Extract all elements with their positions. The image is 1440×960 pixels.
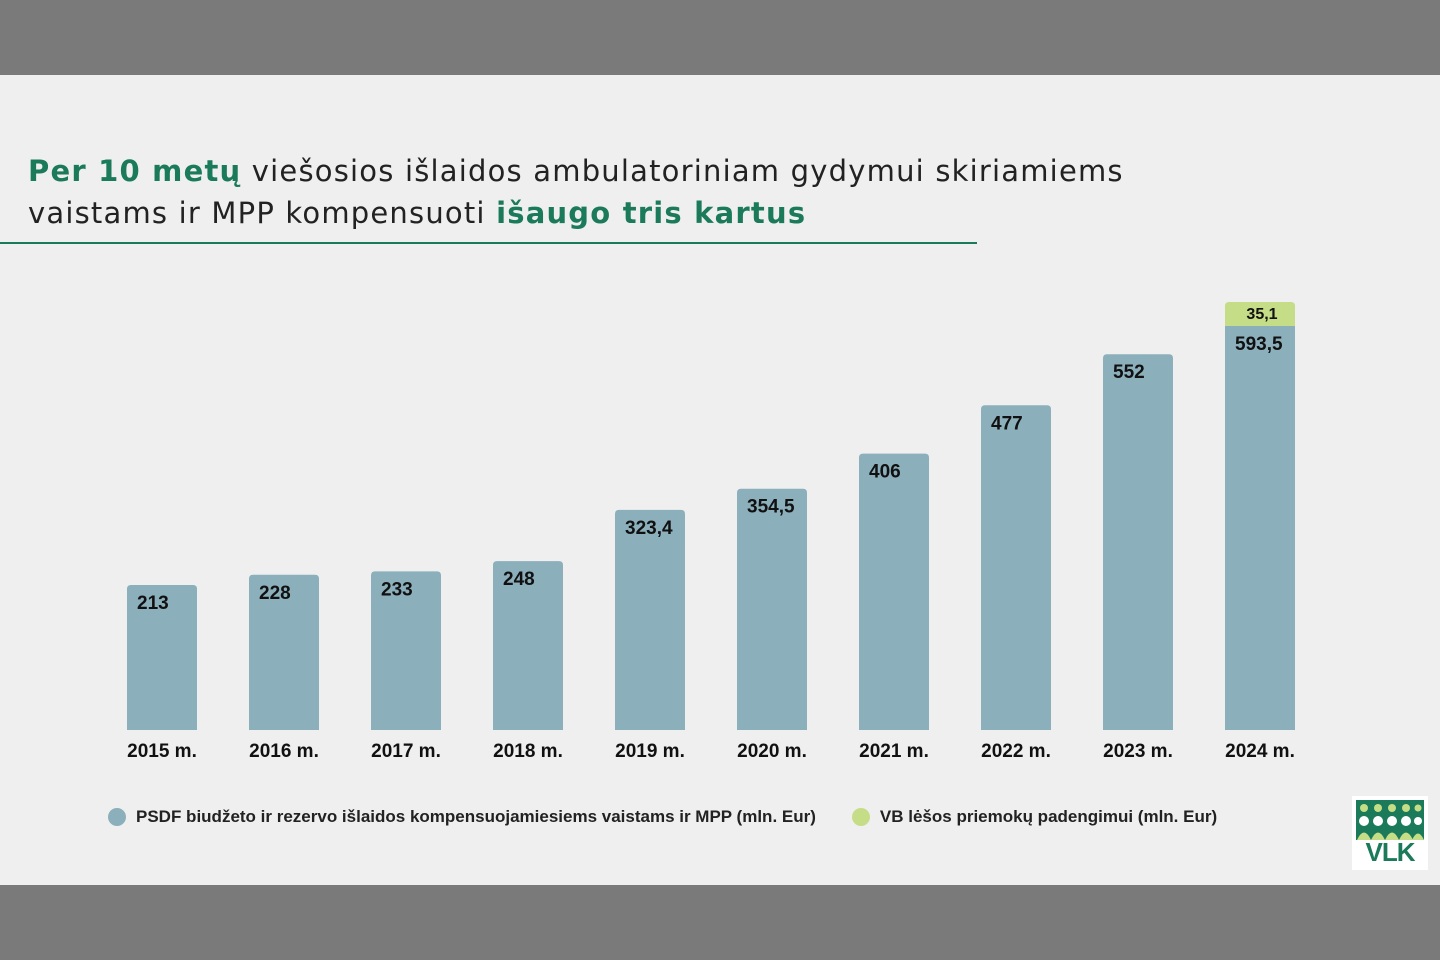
- logo-people-icon: [1352, 796, 1428, 842]
- bar-psdf-9: [1225, 326, 1295, 730]
- bar-label-psdf-2: 233: [381, 579, 413, 601]
- x-tick-label-2: 2017 m.: [371, 741, 441, 762]
- bar-psdf-7: [981, 405, 1051, 730]
- x-tick-label-5: 2020 m.: [737, 741, 807, 762]
- legend-item-vb: [852, 807, 1217, 827]
- bar-label-psdf-9: 593,5: [1235, 334, 1283, 355]
- legend-swatch-psdf: [108, 808, 126, 826]
- legend-item-psdf: [108, 807, 816, 827]
- bar-label-psdf-6: 406: [869, 461, 901, 483]
- bar-label-psdf-4: 323,4: [625, 517, 673, 539]
- bar-label-vb-9: 35,1: [1246, 306, 1278, 323]
- legend-label-vb: VB lėšos priemokų padengimui (mln. Eur): [879, 807, 1218, 826]
- chart-legend: [108, 806, 1253, 828]
- bar-label-psdf-8: 552: [1113, 362, 1145, 384]
- bar-label-psdf-1: 228: [259, 582, 291, 604]
- x-tick-label-0: 2015 m.: [127, 741, 197, 762]
- x-tick-label-1: 2016 m.: [249, 741, 319, 762]
- x-tick-label-4: 2019 m.: [615, 741, 685, 762]
- x-tick-label-7: 2022 m.: [981, 741, 1051, 762]
- bar-label-psdf-7: 477: [991, 413, 1023, 435]
- x-tick-label-9: 2024 m.: [1225, 741, 1295, 762]
- bar-label-psdf-5: 354,5: [747, 496, 795, 518]
- bar-psdf-4: [615, 510, 685, 730]
- bar-psdf-5: [737, 489, 807, 730]
- title-text-2: vaistams ir MPP kompensuoti: [28, 196, 497, 230]
- title-text-1: viešosios išlaidos ambulatoriniam gydymui skiriamiems: [241, 154, 1124, 188]
- x-tick-label-3: 2018 m.: [493, 741, 563, 762]
- legend-swatch-vb: [852, 808, 870, 826]
- bar-psdf-8: [1103, 354, 1173, 730]
- bar-label-psdf-0: 213: [137, 593, 169, 615]
- x-tick-label-6: 2021 m.: [859, 741, 929, 762]
- title-highlight-2: išaugo tris kartus: [496, 196, 807, 230]
- title-highlight-1: Per 10 metų: [28, 154, 242, 188]
- x-tick-label-8: 2023 m.: [1103, 741, 1173, 762]
- bar-psdf-6: [859, 454, 929, 730]
- legend-label-psdf: PSDF biudžeto ir rezervo išlaidos kompensuojamiesiems vaistams ir MPP (mln. Eur): [136, 807, 816, 826]
- logo-text: VLK: [1365, 837, 1415, 867]
- vlk-logo: [1352, 796, 1428, 870]
- bar-label-psdf-3: 248: [503, 569, 535, 591]
